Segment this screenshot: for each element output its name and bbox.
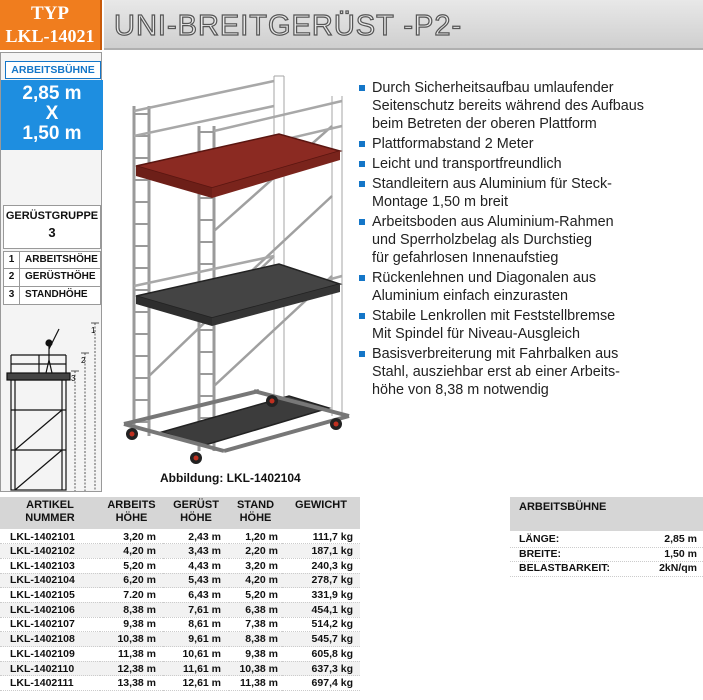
col-standing-height: STAND HÖHE [229, 497, 282, 529]
standing-height-cell: 3,20 m [229, 558, 282, 573]
legend-row [3, 269, 101, 287]
standing-height-cell: 8,38 m [229, 632, 282, 647]
title-bar [104, 0, 703, 50]
platform-width: 1,50 m [22, 123, 82, 144]
working-height-cell: 4,20 m [100, 544, 163, 559]
scaffold-height-cell: 8,61 m [163, 617, 229, 632]
working-height-cell: 7.20 m [100, 588, 163, 603]
feature-text: Stabile Lenkrollen mit Feststellbremse [372, 308, 616, 324]
feature-text: Plattformabstand 2 Meter [372, 136, 534, 152]
platform-dimensions [1, 80, 103, 150]
working-height-cell: 10,38 m [100, 632, 163, 647]
scaffold-height-cell: 6,43 m [163, 588, 229, 603]
platform-spec-label: LÄNGE: [519, 533, 560, 545]
weight-cell: 278,7 kg [282, 573, 360, 588]
table-row [0, 647, 360, 662]
diagram-mark-3: 3 [71, 374, 76, 383]
standing-height-cell: 11,38 m [229, 676, 282, 691]
legend-label: STANDHÖHE [25, 289, 88, 300]
platform-spec-value: 2,85 m [664, 533, 697, 545]
feature-text: höhe von 8,38 m notwendig [372, 382, 549, 398]
scaffold-height-cell: 2,43 m [163, 529, 229, 544]
legend-num: 3 [4, 287, 20, 304]
standing-height-cell: 7,38 m [229, 617, 282, 632]
legend-num: 1 [4, 252, 20, 268]
working-height-cell: 12,38 m [100, 661, 163, 676]
scaffold-height-cell: 3,43 m [163, 544, 229, 559]
bullet-icon [359, 219, 365, 225]
table-row [0, 544, 360, 559]
bullet-icon [359, 181, 365, 187]
article-number-cell: LKL-1402104 [0, 573, 100, 588]
feature-text: Seitenschutz bereits während des Aufbaus [372, 98, 644, 114]
article-number-cell: LKL-1402101 [0, 529, 100, 544]
standing-height-cell: 5,20 m [229, 588, 282, 603]
feature-text: Montage 1,50 m breit [372, 194, 508, 210]
weight-cell: 331,9 kg [282, 588, 360, 603]
article-number-cell: LKL-1402105 [0, 588, 100, 603]
page-title: UNI-BREITGERÜST -P2- [114, 10, 463, 42]
feature-text: Durch Sicherheitsaufbau umlaufender [372, 80, 614, 96]
diagram-mark-2: 2 [81, 356, 86, 365]
article-number-cell: LKL-1402103 [0, 558, 100, 573]
bullet-icon [359, 275, 365, 281]
scaffold-height-cell: 9,61 m [163, 632, 229, 647]
scaffold-height-cell: 5,43 m [163, 573, 229, 588]
working-height-cell: 5,20 m [100, 558, 163, 573]
working-height-cell: 13,38 m [100, 676, 163, 691]
col-article: ARTIKEL NUMMER [0, 497, 100, 529]
table-row [0, 573, 360, 588]
platform-spec-box [510, 497, 703, 577]
table-row [0, 661, 360, 676]
table-row [0, 529, 360, 544]
standing-height-cell: 1,20 m [229, 529, 282, 544]
diagram-mark-1: 1 [91, 326, 96, 335]
article-number-cell: LKL-1402107 [0, 617, 100, 632]
weight-cell: 697,4 kg [282, 676, 360, 691]
working-height-cell: 6,20 m [100, 573, 163, 588]
scaffold-height-cell: 7,61 m [163, 602, 229, 617]
working-height-cell: 8,38 m [100, 602, 163, 617]
working-height-cell: 3,20 m [100, 529, 163, 544]
article-number-cell: LKL-1402109 [0, 647, 100, 662]
table-header-row [0, 497, 360, 529]
bullet-icon [359, 161, 365, 167]
table-row [0, 588, 360, 603]
col-working-height: ARBEITS HÖHE [100, 497, 163, 529]
weight-cell: 240,3 kg [282, 558, 360, 573]
article-number-cell: LKL-1402106 [0, 602, 100, 617]
sidebar [0, 52, 102, 492]
feature-text: Stahl, ausziehbar erst ab einer Arbeits- [372, 364, 620, 380]
type-label: TYP [31, 3, 69, 24]
scaffold-height-cell: 11,61 m [163, 661, 229, 676]
scaffold-height-cell: 12,61 m [163, 676, 229, 691]
feature-list [358, 79, 703, 401]
article-number-cell: LKL-1402102 [0, 544, 100, 559]
feature-item [358, 345, 703, 399]
working-height-cell: 9,38 m [100, 617, 163, 632]
feature-item [358, 213, 703, 267]
platform-spec-label: BREITE: [519, 547, 561, 560]
scaffold-group-value: 3 [48, 225, 56, 240]
weight-cell: 187,1 kg [282, 544, 360, 559]
platform-spec-header: ARBEITSBÜHNE [510, 497, 703, 531]
standing-height-cell: 10,38 m [229, 661, 282, 676]
feature-text: für gefahrlosen Innenaufstieg [372, 250, 559, 266]
type-badge [0, 0, 102, 50]
platform-length: 2,85 m [22, 83, 82, 104]
height-diagram [1, 315, 103, 493]
weight-cell: 637,3 kg [282, 661, 360, 676]
height-legend [3, 251, 101, 305]
table-row [0, 558, 360, 573]
legend-row [3, 287, 101, 305]
legend-num: 2 [4, 269, 20, 286]
specs-table [0, 497, 360, 691]
platform-spec-label: BELASTBARKEIT: [519, 562, 610, 574]
feature-text: Standleitern aus Aluminium für Steck- [372, 176, 612, 192]
table-row [0, 602, 360, 617]
weight-cell: 111,7 kg [282, 529, 360, 544]
feature-text: Aluminium einfach einzurasten [372, 288, 568, 304]
table-row [0, 617, 360, 632]
feature-item [358, 175, 703, 211]
feature-item [358, 79, 703, 133]
platform-spec-value: 2kN/qm [659, 562, 697, 574]
feature-text: Leicht und transportfreundlich [372, 156, 562, 172]
type-code: LKL-14021 [5, 26, 95, 46]
col-weight: GEWICHT [282, 497, 360, 529]
feature-text: Mit Spindel für Niveau-Ausgleich [372, 326, 580, 342]
platform-spec-value: 1,50 m [664, 547, 697, 560]
article-number-cell: LKL-1402111 [0, 676, 100, 691]
bullet-icon [359, 141, 365, 147]
feature-text: Rückenlehnen und Diagonalen aus [372, 270, 597, 286]
table-row [0, 676, 360, 691]
article-number-cell: LKL-1402108 [0, 632, 100, 647]
legend-label: ARBEITSHÖHE [25, 254, 98, 265]
working-height-cell: 11,38 m [100, 647, 163, 662]
platform-spec-row [510, 533, 703, 548]
feature-item [358, 307, 703, 343]
platform-spec-row [510, 562, 703, 577]
feature-item [358, 135, 703, 153]
legend-row [3, 251, 101, 269]
feature-text: und Sperrholzbelag als Durchstieg [372, 232, 592, 248]
scaffold-group-box [3, 205, 101, 249]
standing-height-cell: 2,20 m [229, 544, 282, 559]
scaffold-group-label: GERÜSTGRUPPE [5, 210, 99, 222]
table-row [0, 632, 360, 647]
feature-text: Arbeitsboden aus Aluminium-Rahmen [372, 214, 614, 230]
legend-label: GERÜSTHÖHE [25, 271, 96, 282]
figure-caption: Abbildung: LKL-1402104 [160, 471, 301, 485]
platform-label: ARBEITSBÜHNE [5, 61, 101, 79]
weight-cell: 514,2 kg [282, 617, 360, 632]
col-scaffold-height: GERÜST HÖHE [163, 497, 229, 529]
feature-text: beim Betreten der oberen Plattform [372, 116, 597, 132]
standing-height-cell: 6,38 m [229, 602, 282, 617]
platform-x: X [45, 103, 59, 124]
scaffold-height-cell: 4,43 m [163, 558, 229, 573]
feature-item [358, 155, 703, 173]
scaffold-height-cell: 10,61 m [163, 647, 229, 662]
scaffold-illustration [104, 56, 354, 468]
weight-cell: 454,1 kg [282, 602, 360, 617]
platform-spec-row [510, 548, 703, 563]
bullet-icon [359, 313, 365, 319]
feature-text: Basisverbreiterung mit Fahrbalken aus [372, 346, 619, 362]
standing-height-cell: 9,38 m [229, 647, 282, 662]
bullet-icon [359, 85, 365, 91]
weight-cell: 605,8 kg [282, 647, 360, 662]
article-number-cell: LKL-1402110 [0, 661, 100, 676]
weight-cell: 545,7 kg [282, 632, 360, 647]
standing-height-cell: 4,20 m [229, 573, 282, 588]
bullet-icon [359, 351, 365, 357]
feature-item [358, 269, 703, 305]
